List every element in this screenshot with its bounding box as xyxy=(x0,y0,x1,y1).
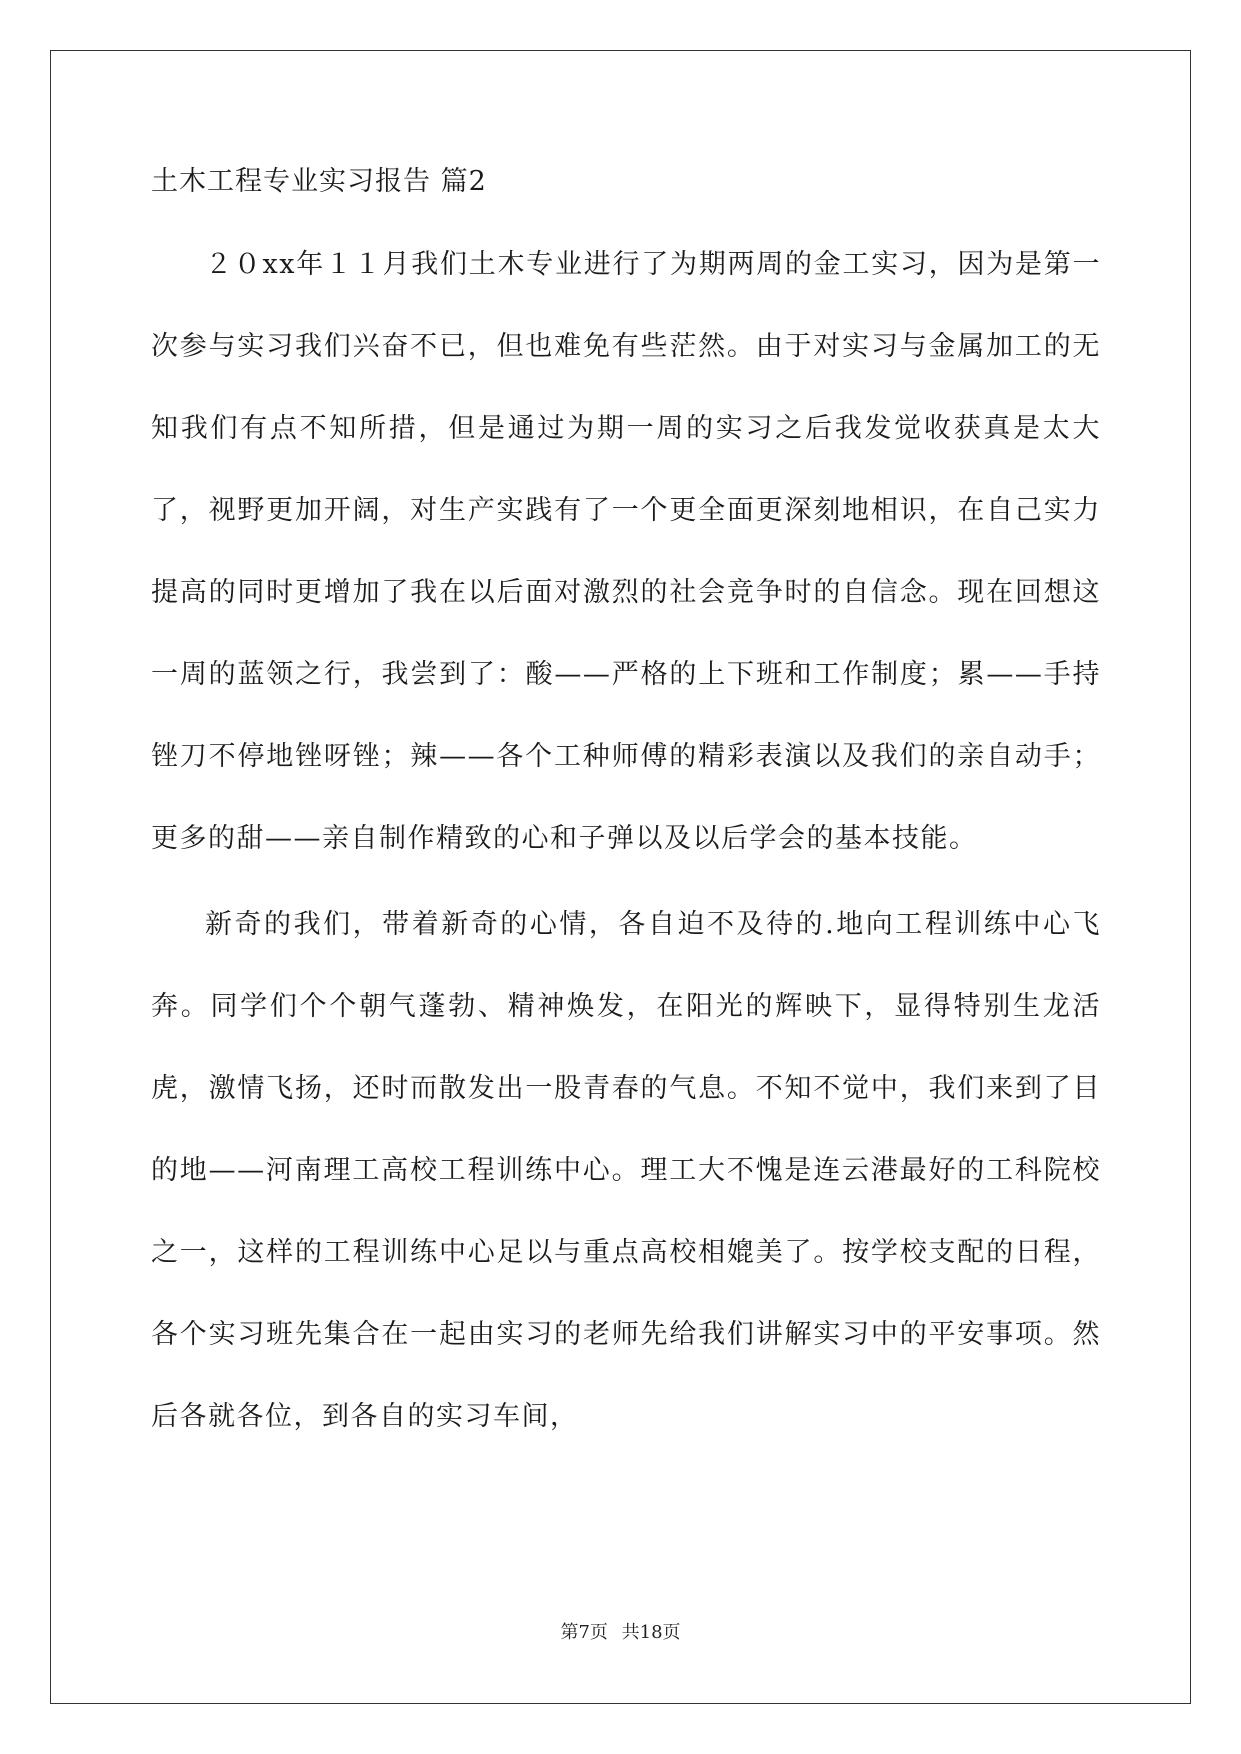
page-footer xyxy=(0,1618,1241,1644)
page-number: 第7页 xyxy=(560,1622,608,1643)
document-title: 土木工程专业实习报告 篇2 xyxy=(151,166,487,197)
document-body xyxy=(151,160,1101,1458)
paragraph-2: 新奇的我们，带着新奇的心情，各自迫不及待的.地向工程训练中心飞奔。同学们个个朝气蓬勃、精神焕发，在阳光的辉映下，显得特别生龙活虎，激情飞扬，还时而散发出一股青春的气息。不知不觉中，我们来到了目的地——河南理工高校工程训练中心。理工大不愧是连云港最好的工科院校之一，这样的工程训练中心足以与重点高校相媲美了。按学校支配的日程，各个实习班先集合在一起由实习的老师先给我们讲解实习中的平安事项。然后各就各位，到各自的实习车间， xyxy=(151,909,1101,1432)
page-total: 共18页 xyxy=(621,1622,681,1643)
paragraph-1: ２０xx年１１月我们土木专业进行了为期两周的金工实习，因为是第一次参与实习我们兴奋不已，但也难免有些茫然。由于对实习与金属加工的无知我们有点不知所措，但是通过为期一周的实习之后我发觉收获真是太大了，视野更加开阔，对生产实践有了一个更全面更深刻地相识，在自己实力提高的同时更增加了我在以后面对激烈的社会竞争时的自信念。现在回想这一周的蓝领之行，我尝到了：酸——严格的上下班和工作制度；累——手持锉刀不停地锉呀锉；辣——各个工种师傅的精彩表演以及我们的亲自动手；更多的甜——亲自制作精致的心和子弹以及以后学会的基本技能。 xyxy=(151,249,1101,854)
